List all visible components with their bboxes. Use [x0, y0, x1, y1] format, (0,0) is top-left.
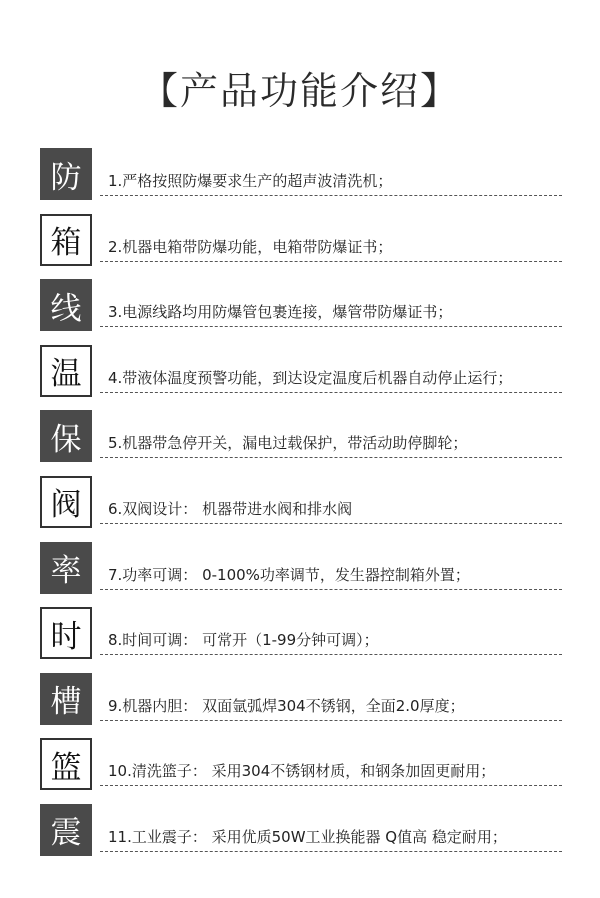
feature-badge: 篮: [40, 738, 92, 790]
dashed-divider: [100, 261, 562, 262]
feature-text: 7.功率可调： 0-100%功率调节，发生器控制箱外置；: [108, 565, 470, 584]
feature-item: [40, 542, 562, 608]
dashed-divider: [100, 326, 562, 327]
dashed-divider: [100, 654, 562, 655]
feature-text: 3.电源线路均用防爆管包裹连接，爆管带防爆证书；: [108, 303, 453, 322]
feature-badge: 槽: [40, 673, 92, 725]
feature-text: 5.机器带急停开关，漏电过载保护，带活动助停脚轮；: [108, 434, 468, 453]
dashed-divider: [100, 851, 562, 852]
feature-text: 1.严格按照防爆要求生产的超声波清洗机；: [108, 172, 393, 190]
feature-text: 2.机器电箱带防爆功能，电箱带防爆证书；: [108, 237, 393, 256]
feature-list: [40, 148, 562, 870]
feature-text: 8.时间可调： 可常开（1-99分钟可调）；: [108, 631, 379, 650]
feature-badge: 防: [40, 148, 92, 200]
feature-text: 10.清洗篮子： 采用304不锈钢材质，和钢条加固更耐用；: [108, 762, 496, 781]
dashed-divider: [100, 392, 562, 393]
feature-badge: 线: [40, 279, 92, 331]
feature-text: 4.带液体温度预警功能，到达设定温度后机器自动停止运行；: [108, 368, 513, 387]
dashed-divider: [100, 785, 562, 786]
feature-badge: 箱: [40, 214, 92, 266]
feature-item: [40, 476, 562, 542]
feature-badge: 温: [40, 345, 92, 397]
feature-item: [40, 279, 562, 345]
feature-item: [40, 607, 562, 673]
dashed-divider: [100, 589, 562, 590]
feature-item: [40, 410, 562, 476]
dashed-divider: [100, 523, 562, 524]
feature-badge: 保: [40, 410, 92, 462]
feature-badge: 震: [40, 804, 92, 856]
feature-item: [40, 148, 562, 214]
feature-text: 11.工业震子： 采用优质50W工业换能器 Q值高 稳定耐用；: [108, 827, 507, 846]
feature-text: 6.双阀设计： 机器带进水阀和排水阀: [108, 499, 353, 518]
feature-badge: 时: [40, 607, 92, 659]
feature-item: [40, 345, 562, 411]
feature-item: [40, 214, 562, 280]
feature-item: [40, 738, 562, 804]
feature-badge: 率: [40, 542, 92, 594]
feature-badge: 阀: [40, 476, 92, 528]
dashed-divider: [100, 457, 562, 458]
feature-text: 9.机器内胆： 双面氩弧焊304不锈钢，全面2.0厚度；: [108, 696, 465, 715]
feature-item: [40, 673, 562, 739]
feature-item: [40, 804, 562, 870]
dashed-divider: [100, 195, 562, 196]
page-title: 【产品功能介绍】: [139, 69, 460, 113]
dashed-divider: [100, 720, 562, 721]
